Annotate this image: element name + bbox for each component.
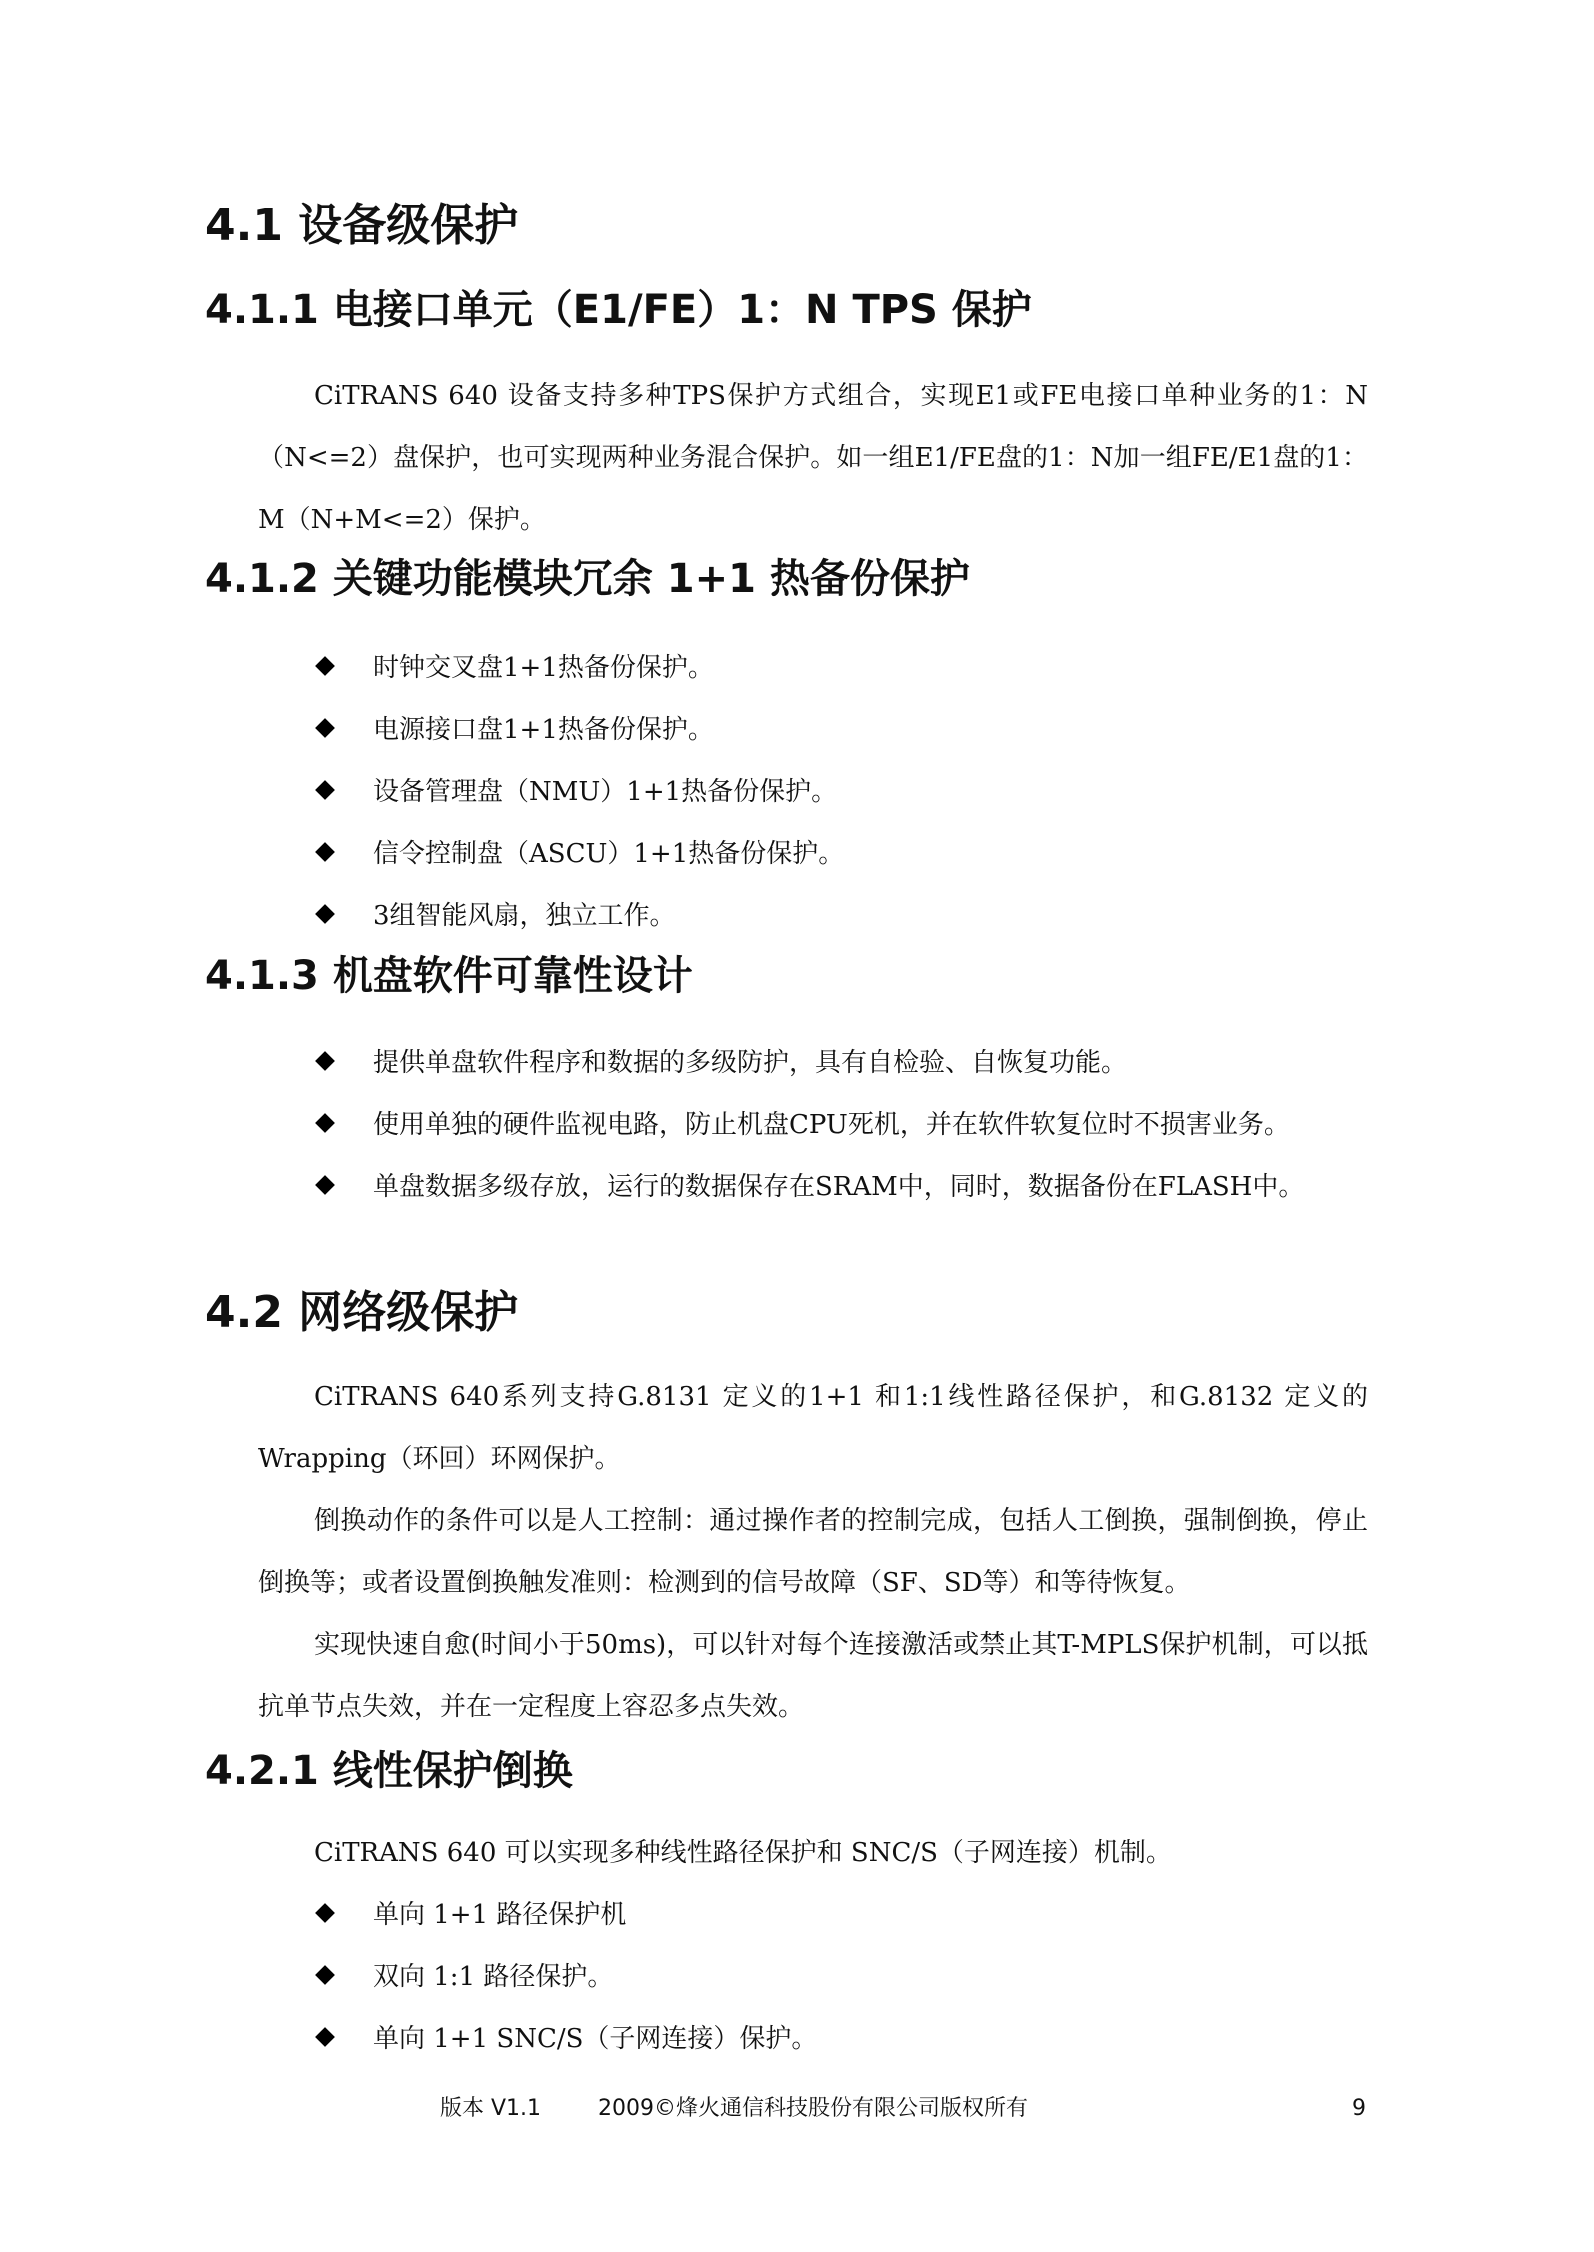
list-item: [318, 699, 844, 761]
list-item: [318, 637, 844, 699]
bullet-list-4-2-1: [318, 1884, 817, 2070]
diamond-bullet-icon: [315, 718, 335, 738]
diamond-bullet-icon: [315, 904, 335, 924]
list-item-text: 时钟交叉盘1+1热备份保护。: [373, 653, 714, 683]
section-heading-4-2-1: 4.2.1 线性保护倒换: [205, 1748, 573, 1794]
paragraph-4-2-1: CiTRANS 640系列支持G.8131 定义的1+1 和1:1线性路径保护，和G.8132 定义的Wrapping（环回）环网保护。: [258, 1382, 1368, 1474]
list-item-text: 双向 1:1 路径保护。: [373, 1962, 614, 1992]
bullet-list-4-1-2: [318, 637, 844, 947]
section-heading-4-2: 4.2 网络级保护: [205, 1287, 519, 1338]
diamond-bullet-icon: [315, 1903, 335, 1923]
paragraph-4-2-1-intro: CiTRANS 640 可以实现多种线性路径保护和 SNC/S（子网连接）机制。: [314, 1838, 1172, 1868]
list-item: [318, 761, 844, 823]
list-item: [318, 1156, 1304, 1218]
list-item-text: 信令控制盘（ASCU）1+1热备份保护。: [373, 839, 845, 869]
list-item-text: 3组智能风扇，独立工作。: [373, 901, 676, 931]
section-heading-4-1: 4.1 设备级保护: [205, 200, 519, 251]
list-item: [318, 885, 844, 947]
diamond-bullet-icon: [315, 780, 335, 800]
diamond-bullet-icon: [315, 1051, 335, 1071]
diamond-bullet-icon: [315, 1965, 335, 1985]
paragraph-4-2-3: 实现快速自愈(时间小于50ms)，可以针对每个连接激活或禁止其T-MPLS保护机制，可以抵抗单节点失效，并在一定程度上容忍多点失效。: [258, 1630, 1368, 1722]
list-item-text: 单向 1+1 SNC/S（子网连接）保护。: [373, 2024, 818, 2054]
list-item-text: 单盘数据多级存放，运行的数据保存在SRAM中，同时，数据备份在FLASH中。: [373, 1172, 1305, 1202]
footer-version: 版本 V1.1: [440, 2096, 542, 2121]
list-item: [318, 1094, 1304, 1156]
diamond-bullet-icon: [315, 2027, 335, 2047]
section-heading-4-1-1: 4.1.1 电接口单元（E1/FE）1：N TPS 保护: [205, 287, 1032, 333]
footer-copyright: 2009©烽火通信科技股份有限公司版权所有: [598, 2096, 1028, 2121]
list-item: [318, 823, 844, 885]
bullet-list-4-1-3: [318, 1032, 1304, 1218]
list-item-text: 单向 1+1 路径保护机: [373, 1900, 627, 1930]
paragraph-4-1-1: CiTRANS 640 设备支持多种TPS保护方式组合，实现E1或FE电接口单种业务的1：N（N<=2）盘保护，也可实现两种业务混合保护。如一组E1/FE盘的1：N加一组FE/E1盘的1：M（N+M<=2）保护。: [258, 381, 1368, 535]
section-heading-4-1-2: 4.1.2 关键功能模块冗余 1+1 热备份保护: [205, 556, 970, 602]
list-item-text: 提供单盘软件程序和数据的多级防护，具有自检验、自恢复功能。: [373, 1048, 1128, 1078]
section-heading-4-1-3: 4.1.3 机盘软件可靠性设计: [205, 953, 693, 999]
footer-page-number: 9: [1352, 2096, 1366, 2121]
list-item: [318, 1032, 1304, 1094]
diamond-bullet-icon: [315, 842, 335, 862]
diamond-bullet-icon: [315, 1113, 335, 1133]
diamond-bullet-icon: [315, 1175, 335, 1195]
list-item: [318, 1946, 817, 2008]
list-item: [318, 2008, 817, 2070]
list-item: [318, 1884, 817, 1946]
list-item-text: 使用单独的硬件监视电路，防止机盘CPU死机，并在软件软复位时不损害业务。: [373, 1110, 1290, 1140]
list-item-text: 设备管理盘（NMU）1+1热备份保护。: [373, 777, 838, 807]
diamond-bullet-icon: [315, 656, 335, 676]
paragraph-4-2-2: 倒换动作的条件可以是人工控制：通过操作者的控制完成，包括人工倒换，强制倒换，停止倒换等；或者设置倒换触发准则：检测到的信号故障（SF、SD等）和等待恢复。: [258, 1506, 1368, 1598]
list-item-text: 电源接口盘1+1热备份保护。: [373, 715, 714, 745]
